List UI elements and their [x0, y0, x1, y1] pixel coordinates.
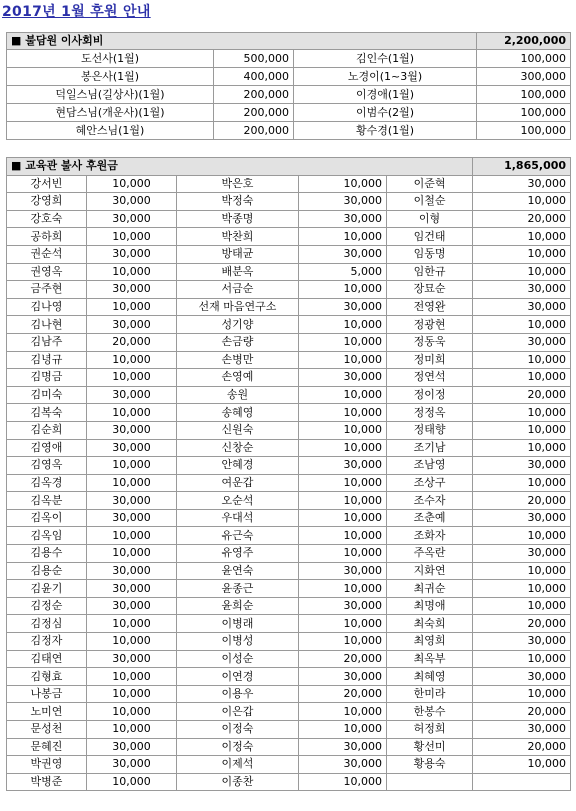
donor-amount: 30,000 — [299, 457, 387, 475]
table-row — [7, 562, 571, 580]
donor-amount: 30,000 — [87, 439, 177, 457]
donation-table — [6, 157, 571, 791]
table-row — [7, 281, 571, 299]
donor-amount: 30,000 — [87, 421, 177, 439]
donor-amount: 20,000 — [473, 386, 571, 404]
donor-name: 김영옥 — [7, 457, 87, 475]
table-row — [7, 298, 571, 316]
donor-amount: 10,000 — [473, 245, 571, 263]
donor-name: 정연석 — [387, 369, 473, 387]
donor-amount: 10,000 — [299, 421, 387, 439]
donor-amount: 30,000 — [299, 738, 387, 756]
donor-amount: 10,000 — [473, 193, 571, 211]
donor-name: 안혜경 — [177, 457, 299, 475]
donor-name: 박은호 — [177, 175, 299, 193]
donor-amount: 10,000 — [87, 404, 177, 422]
donor-amount: 10,000 — [87, 527, 177, 545]
donor-name: 최영희 — [387, 633, 473, 651]
donor-amount: 10,000 — [299, 281, 387, 299]
donor-name: 윤종근 — [177, 580, 299, 598]
donor-amount: 30,000 — [299, 193, 387, 211]
donor-amount: 30,000 — [87, 756, 177, 774]
donor-amount: 30,000 — [299, 369, 387, 387]
donor-name: 조상구 — [387, 474, 473, 492]
donor-amount: 20,000 — [473, 738, 571, 756]
donor-name: 강영희 — [7, 193, 87, 211]
table-row — [7, 527, 571, 545]
donor-amount: 10,000 — [299, 351, 387, 369]
donor-amount: 100,000 — [477, 86, 571, 104]
donor-amount: 10,000 — [87, 175, 177, 193]
table-row — [7, 633, 571, 651]
donor-name: 윤연숙 — [177, 562, 299, 580]
donor-amount: 10,000 — [299, 228, 387, 246]
table-row — [7, 668, 571, 686]
donor-name: 김옥이 — [7, 509, 87, 527]
donor-name: 박종명 — [177, 210, 299, 228]
donor-name: 박병준 — [7, 773, 87, 791]
donor-name: 손병만 — [177, 351, 299, 369]
donor-name: 정동욱 — [387, 333, 473, 351]
donor-name: 유영주 — [177, 545, 299, 563]
page-title: 2017년 1월 후원 안내 — [2, 4, 151, 20]
donor-amount: 400,000 — [214, 68, 294, 86]
donor-amount: 30,000 — [473, 175, 571, 193]
table-row — [7, 333, 571, 351]
donor-amount: 20,000 — [87, 333, 177, 351]
donor-amount: 10,000 — [299, 580, 387, 598]
donor-name: 이정숙 — [177, 721, 299, 739]
donor-amount: 20,000 — [473, 703, 571, 721]
donor-name: 조춘예 — [387, 509, 473, 527]
donor-name: 최숙희 — [387, 615, 473, 633]
donor-name: 우대석 — [177, 509, 299, 527]
donor-name: 정미희 — [387, 351, 473, 369]
donor-name: 박찬희 — [177, 228, 299, 246]
donor-name: 오순석 — [177, 492, 299, 510]
donor-name: 방태균 — [177, 245, 299, 263]
donor-name: 도선사(1월) — [7, 50, 214, 68]
table-row — [7, 650, 571, 668]
donor-amount: 10,000 — [87, 615, 177, 633]
donor-name: 김미숙 — [7, 386, 87, 404]
donor-name: 신창순 — [177, 439, 299, 457]
donor-amount: 20,000 — [299, 650, 387, 668]
donor-amount: 10,000 — [473, 421, 571, 439]
donor-name: 선재 마음연구소 — [177, 298, 299, 316]
donor-amount: 300,000 — [477, 68, 571, 86]
table-row — [7, 685, 571, 703]
donor-amount: 10,000 — [87, 474, 177, 492]
table-row — [7, 492, 571, 510]
donor-amount: 30,000 — [473, 721, 571, 739]
donor-name: 김인수(1월) — [294, 50, 477, 68]
donor-name: 조화자 — [387, 527, 473, 545]
donor-name — [387, 773, 473, 791]
donor-amount: 30,000 — [299, 597, 387, 615]
table-row — [7, 104, 571, 122]
donor-amount: 10,000 — [299, 615, 387, 633]
donor-name: 김나현 — [7, 316, 87, 334]
donor-name: 김정자 — [7, 633, 87, 651]
table-row — [7, 738, 571, 756]
donor-name: 김용순 — [7, 562, 87, 580]
donor-name: 문혜진 — [7, 738, 87, 756]
donor-name: 신원숙 — [177, 421, 299, 439]
donor-amount: 30,000 — [87, 650, 177, 668]
donor-name: 정태향 — [387, 421, 473, 439]
donor-name: 김영애 — [7, 439, 87, 457]
donor-amount: 30,000 — [473, 509, 571, 527]
table-row — [7, 597, 571, 615]
donor-amount: 10,000 — [299, 703, 387, 721]
donor-name: 이경애(1월) — [294, 86, 477, 104]
donor-amount: 10,000 — [299, 316, 387, 334]
donor-name: 권순석 — [7, 245, 87, 263]
donor-name: 이병성 — [177, 633, 299, 651]
table-row — [7, 210, 571, 228]
donor-amount: 20,000 — [473, 615, 571, 633]
donor-amount: 30,000 — [87, 580, 177, 598]
donor-amount: 10,000 — [87, 457, 177, 475]
table-row — [7, 773, 571, 791]
donor-name: 나봉금 — [7, 685, 87, 703]
donor-amount — [473, 773, 571, 791]
donor-name: 이은갑 — [177, 703, 299, 721]
donor-name: 강서빈 — [7, 175, 87, 193]
donor-name: 김태연 — [7, 650, 87, 668]
donor-amount: 10,000 — [473, 316, 571, 334]
table-row — [7, 386, 571, 404]
donor-amount: 10,000 — [473, 404, 571, 422]
donor-name: 공하희 — [7, 228, 87, 246]
donor-amount: 100,000 — [477, 104, 571, 122]
donor-amount: 10,000 — [473, 580, 571, 598]
donor-amount: 30,000 — [87, 210, 177, 228]
donor-amount: 30,000 — [87, 316, 177, 334]
table-row — [7, 193, 571, 211]
donor-amount: 10,000 — [299, 175, 387, 193]
donor-amount: 10,000 — [473, 527, 571, 545]
table-row — [7, 351, 571, 369]
donor-amount: 30,000 — [87, 281, 177, 299]
donor-name: 송원 — [177, 386, 299, 404]
donor-name: 임건태 — [387, 228, 473, 246]
table-row — [7, 316, 571, 334]
donor-amount: 10,000 — [299, 386, 387, 404]
section-header — [7, 158, 571, 176]
donor-name: 이정숙 — [177, 738, 299, 756]
donor-amount: 200,000 — [214, 104, 294, 122]
donor-name: 이연경 — [177, 668, 299, 686]
donor-amount: 30,000 — [87, 509, 177, 527]
donor-name: 김옥분 — [7, 492, 87, 510]
section-label: ■ 교육관 불사 후원금 — [7, 158, 473, 176]
donor-name: 김형효 — [7, 668, 87, 686]
donor-name: 권영옥 — [7, 263, 87, 281]
table-row — [7, 703, 571, 721]
donor-name: 유근숙 — [177, 527, 299, 545]
donor-amount: 30,000 — [473, 457, 571, 475]
donor-amount: 20,000 — [473, 492, 571, 510]
donor-name: 정이정 — [387, 386, 473, 404]
table-row — [7, 474, 571, 492]
table-row — [7, 68, 571, 86]
donor-name: 김용수 — [7, 545, 87, 563]
donor-amount: 10,000 — [299, 633, 387, 651]
donor-name: 김순희 — [7, 421, 87, 439]
donor-name: 김나영 — [7, 298, 87, 316]
donor-amount: 10,000 — [87, 668, 177, 686]
table-row — [7, 404, 571, 422]
donor-amount: 10,000 — [87, 633, 177, 651]
donor-name: 정광현 — [387, 316, 473, 334]
donor-name: 황용숙 — [387, 756, 473, 774]
donor-name: 배분옥 — [177, 263, 299, 281]
donor-name: 문성천 — [7, 721, 87, 739]
donor-name: 성기양 — [177, 316, 299, 334]
donor-name: 여운갑 — [177, 474, 299, 492]
donor-name: 김윤기 — [7, 580, 87, 598]
donor-amount: 10,000 — [473, 439, 571, 457]
donor-name: 이성순 — [177, 650, 299, 668]
donor-name: 이철순 — [387, 193, 473, 211]
donor-amount: 10,000 — [299, 439, 387, 457]
donor-name: 정정옥 — [387, 404, 473, 422]
donor-amount: 30,000 — [299, 210, 387, 228]
donor-amount: 10,000 — [87, 369, 177, 387]
table-row — [7, 369, 571, 387]
donor-name: 서금순 — [177, 281, 299, 299]
donor-amount: 10,000 — [87, 228, 177, 246]
table-row — [7, 245, 571, 263]
table-row — [7, 509, 571, 527]
donor-amount: 30,000 — [87, 386, 177, 404]
donor-name: 김옥임 — [7, 527, 87, 545]
donor-name: 박정숙 — [177, 193, 299, 211]
donor-name: 이범수(2월) — [294, 104, 477, 122]
donor-amount: 10,000 — [87, 351, 177, 369]
donor-amount: 30,000 — [299, 756, 387, 774]
donor-amount: 30,000 — [299, 562, 387, 580]
donor-amount: 10,000 — [473, 351, 571, 369]
donor-name: 전영완 — [387, 298, 473, 316]
donor-amount: 200,000 — [214, 122, 294, 140]
donor-name: 임한규 — [387, 263, 473, 281]
donor-name: 주옥란 — [387, 545, 473, 563]
donor-name: 이형 — [387, 210, 473, 228]
donor-name: 장묘순 — [387, 281, 473, 299]
donor-name: 강호숙 — [7, 210, 87, 228]
donor-name: 윤희순 — [177, 597, 299, 615]
donor-amount: 10,000 — [473, 369, 571, 387]
donor-amount: 30,000 — [299, 668, 387, 686]
donor-amount: 30,000 — [473, 668, 571, 686]
donor-amount: 5,000 — [299, 263, 387, 281]
section-header — [7, 33, 571, 50]
table-row — [7, 122, 571, 140]
table-row — [7, 615, 571, 633]
donor-name: 조남영 — [387, 457, 473, 475]
section-total: 2,200,000 — [477, 33, 571, 50]
donor-name: 손영예 — [177, 369, 299, 387]
donor-amount: 10,000 — [299, 492, 387, 510]
donor-name: 김옥경 — [7, 474, 87, 492]
table-row — [7, 545, 571, 563]
table-row — [7, 86, 571, 104]
donor-amount: 30,000 — [473, 298, 571, 316]
donor-amount: 30,000 — [473, 281, 571, 299]
donor-amount: 10,000 — [473, 228, 571, 246]
donor-amount: 30,000 — [87, 245, 177, 263]
donor-name: 덕일스님(길상사)(1월) — [7, 86, 214, 104]
donor-amount: 30,000 — [87, 193, 177, 211]
donor-amount: 10,000 — [299, 333, 387, 351]
donor-name: 조수자 — [387, 492, 473, 510]
donor-amount: 10,000 — [87, 298, 177, 316]
donor-amount: 30,000 — [299, 298, 387, 316]
donor-name: 조기남 — [387, 439, 473, 457]
section-label: ■ 불담원 이사회비 — [7, 33, 477, 50]
donor-name: 이종찬 — [177, 773, 299, 791]
donor-amount: 10,000 — [299, 404, 387, 422]
donor-amount: 30,000 — [473, 633, 571, 651]
donor-amount: 10,000 — [299, 545, 387, 563]
donor-amount: 30,000 — [473, 333, 571, 351]
table-row — [7, 457, 571, 475]
donor-name: 이제석 — [177, 756, 299, 774]
donor-amount: 500,000 — [214, 50, 294, 68]
donor-amount: 200,000 — [214, 86, 294, 104]
donor-amount: 10,000 — [299, 721, 387, 739]
donor-amount: 10,000 — [87, 703, 177, 721]
donor-amount: 20,000 — [299, 685, 387, 703]
donor-name: 현담스님(개운사)(1월) — [7, 104, 214, 122]
donor-amount: 10,000 — [87, 773, 177, 791]
donor-name: 김정심 — [7, 615, 87, 633]
donor-amount: 30,000 — [87, 562, 177, 580]
donor-amount: 10,000 — [473, 756, 571, 774]
donor-amount: 10,000 — [473, 263, 571, 281]
donor-amount: 10,000 — [87, 263, 177, 281]
donor-amount: 30,000 — [87, 492, 177, 510]
donor-name: 김정순 — [7, 597, 87, 615]
donor-amount: 20,000 — [473, 210, 571, 228]
table-row — [7, 721, 571, 739]
donor-amount: 10,000 — [299, 527, 387, 545]
donor-amount: 10,000 — [473, 650, 571, 668]
donor-amount: 30,000 — [473, 545, 571, 563]
donor-amount: 30,000 — [299, 245, 387, 263]
donor-name: 최명애 — [387, 597, 473, 615]
donor-name: 황선미 — [387, 738, 473, 756]
donor-name: 노경이(1~3월) — [294, 68, 477, 86]
donor-name: 이용우 — [177, 685, 299, 703]
table-row — [7, 421, 571, 439]
donor-name: 이병래 — [177, 615, 299, 633]
donor-name: 김남주 — [7, 333, 87, 351]
section-total: 1,865,000 — [473, 158, 571, 176]
table-row — [7, 580, 571, 598]
donor-name: 한미라 — [387, 685, 473, 703]
donor-name: 최귀순 — [387, 580, 473, 598]
donor-amount: 10,000 — [87, 545, 177, 563]
donor-amount: 10,000 — [87, 685, 177, 703]
donor-name: 허정희 — [387, 721, 473, 739]
donor-amount: 10,000 — [299, 474, 387, 492]
donor-amount: 10,000 — [473, 597, 571, 615]
table-row — [7, 756, 571, 774]
donor-name: 송혜영 — [177, 404, 299, 422]
table-row — [7, 228, 571, 246]
donor-name: 김녕규 — [7, 351, 87, 369]
donor-amount: 30,000 — [87, 738, 177, 756]
donor-name: 금주현 — [7, 281, 87, 299]
donor-amount: 10,000 — [473, 474, 571, 492]
donor-name: 김명금 — [7, 369, 87, 387]
donor-name: 손금량 — [177, 333, 299, 351]
donor-name: 봉은사(1월) — [7, 68, 214, 86]
donor-name: 이준혁 — [387, 175, 473, 193]
donor-amount: 10,000 — [299, 509, 387, 527]
donor-name: 지화연 — [387, 562, 473, 580]
donor-amount: 30,000 — [87, 597, 177, 615]
donor-name: 김복숙 — [7, 404, 87, 422]
donor-amount: 10,000 — [473, 685, 571, 703]
donor-name: 임동명 — [387, 245, 473, 263]
donor-name: 혜안스님(1월) — [7, 122, 214, 140]
table-row — [7, 50, 571, 68]
donor-name: 최혜영 — [387, 668, 473, 686]
board-fee-table — [6, 32, 571, 140]
donor-name: 황수경(1월) — [294, 122, 477, 140]
table-row — [7, 175, 571, 193]
donor-amount: 100,000 — [477, 50, 571, 68]
table-row — [7, 263, 571, 281]
donor-name: 노미연 — [7, 703, 87, 721]
donor-amount: 100,000 — [477, 122, 571, 140]
donor-amount: 10,000 — [299, 773, 387, 791]
donor-amount: 10,000 — [473, 562, 571, 580]
donor-name: 박권영 — [7, 756, 87, 774]
donor-name: 한봉수 — [387, 703, 473, 721]
donor-name: 최옥부 — [387, 650, 473, 668]
table-row — [7, 439, 571, 457]
donor-amount: 10,000 — [87, 721, 177, 739]
